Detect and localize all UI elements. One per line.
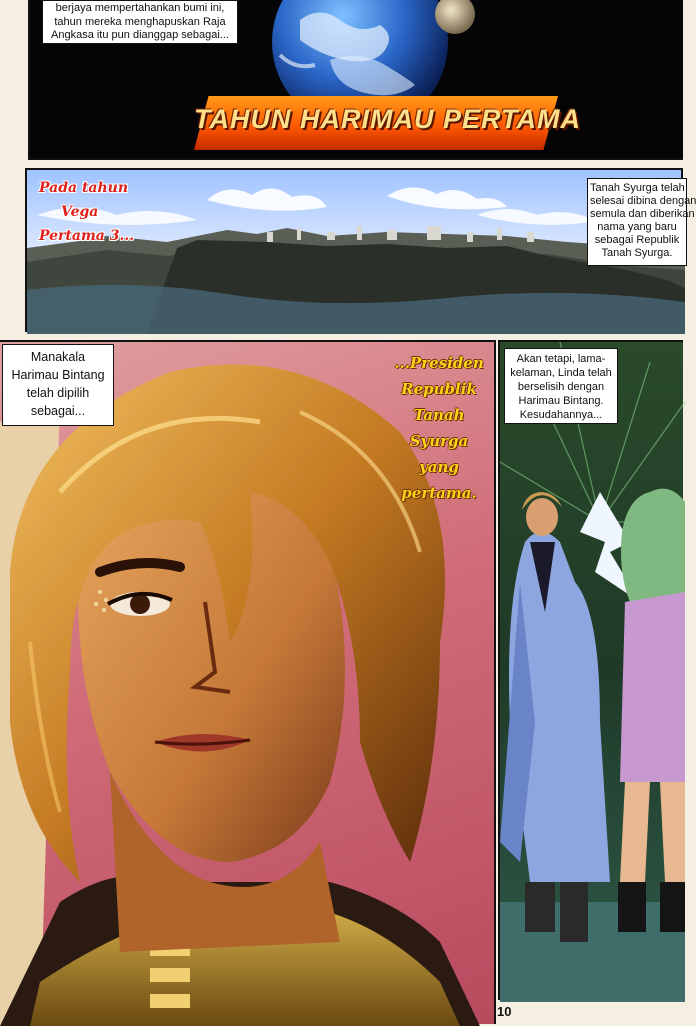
caption-line: sebagai... [30,404,86,418]
caption-line: selesai dibina dengan [590,195,696,207]
panel-4-caption [504,348,618,424]
panel-3-caption [2,344,114,426]
caption-line: telah dipilih [26,386,90,400]
caption-line: Tanah Syurga. [601,247,673,259]
panel-4-confrontation [498,340,683,1000]
caption-line: berjaya mempertahankan bumi ini, [55,2,225,14]
panel-3-yellow-narration [384,350,494,506]
caption-line: Manakala [30,350,86,364]
panel-2-red-narration [39,176,134,248]
narration-line: Tanah [413,406,465,424]
panel-1-caption [42,0,238,44]
confrontation-illustration [500,342,685,1002]
narration-line: Syurga [409,432,469,450]
caption-line: tahun mereka menghapuskan Raja [54,15,226,28]
narration-line: Vega [61,204,99,220]
panel-2-city [25,168,696,332]
caption-line: Kesudahannya... [519,409,603,421]
chapter-title: TAHUN HARIMAU PERTAMA [194,104,581,134]
narration-line: pertama. [401,484,477,502]
caption-line: berselisih dengan [517,381,605,393]
panel-1-space [28,0,683,160]
narration-line: yang [419,458,459,476]
narration-line: ...Presiden [394,354,484,372]
caption-line: sebagai Republik [594,234,680,246]
caption-line: nama yang baru [597,221,677,233]
panel-2-caption [587,178,696,266]
narration-line: Pada tahun [39,180,129,196]
narration-line: Pertama 3... [39,228,135,244]
panel-3-portrait [0,340,496,1024]
caption-line: Harimau Bintang [11,368,105,382]
narration-line: Republik [401,380,477,398]
caption-line: semula dan diberikan [590,208,695,220]
caption-line: Angkasa itu pun dianggap sebagai... [51,29,229,41]
caption-line: kelaman, Linda telah [510,367,612,379]
caption-line: Akan tetapi, lama- [516,353,606,365]
page-number: 10 [497,1004,512,1019]
caption-line: Harimau Bintang. [518,395,604,407]
caption-line: Tanah Syurga telah [590,182,685,194]
